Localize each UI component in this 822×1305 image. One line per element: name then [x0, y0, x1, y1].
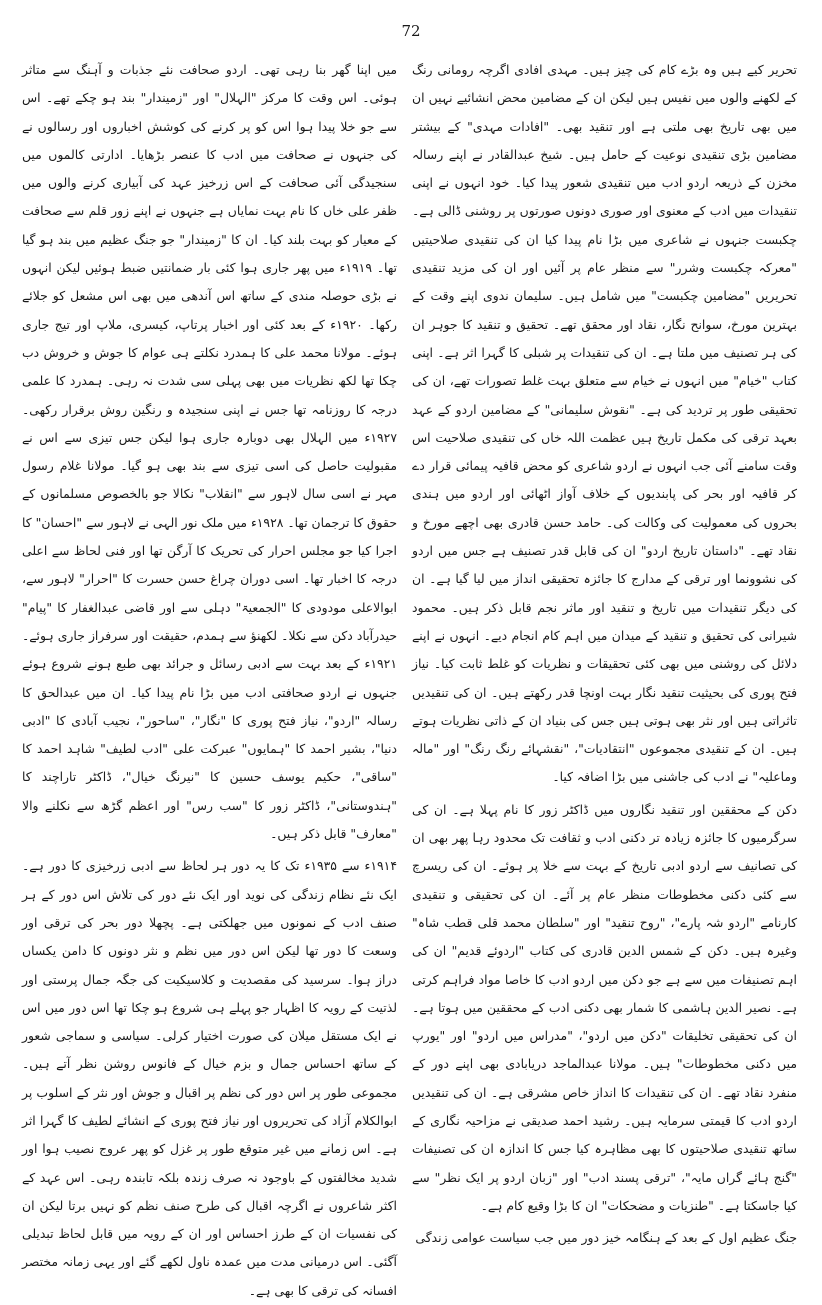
left-paragraph: ۱۹۱۴ء سے ۱۹۳۵ء تک کا یہ دور ہر لحاظ سے ادبی زرخیزی کا دور ہے۔ ایک نئے نظام زندگی کی نوید اور ایک نئے دور کی تلاش اس دور کے ہر صنف ادب کے نمونوں میں جھلکتی ہے۔ پچھلا دور بحر کی ترقی اور وسعت کا دور تھا لیکن اس دور میں نظم و نثر دونوں کا دامن یکساں دراز ہوا۔ سرسید کی مقصدیت و کلاسیکیت کی جگہ جمال پرستی اور لذتیت کے رویہ کا اظہار جو پہلے ہی شروع ہو چکا تھا اس دور میں اس نے ایک مستقل میلان کی صورت اختیار کرلی۔ سیاسی و سماجی شعور کے ساتھ احساس جمال و بزم خیال کے فانوس روشن نظر آتے ہیں۔ مجموعی طور پر اس دور کی نظم پر اقبال و جوش اور نثر کے اسلوب پر ابوالکلام آزاد کی تحریروں اور نیاز فتح پوری کے انشائے لطیف کا گہرا اثر ہے۔ اس زمانے میں غیر متوقع طور پر غزل کو پھر عروج نصیب ہوا اور شدید مخالفتوں کے باوجود نہ صرف زندہ بلکہ تابندہ رہی۔ اس عہد کے اکثر شاعروں نے اگرچہ اقبال کی طرح صنف نظم کو نہیں برتا لیکن ان کی نفسیات ان کے طرز احساس اور ان کے رویہ میں قابل لحاظ تبدیلی آگئی۔ اس درمیانی مدت میں عمدہ ناول لکھے گئے اور یہی زمانہ مختصر افسانہ کی ترقی کا بھی ہے۔: [22, 858, 397, 1298]
page-number: 72: [401, 22, 421, 40]
left-column: [22, 56, 397, 1298]
right-column: [412, 56, 797, 1246]
right-paragraph: دکن کے محققین اور تنقید نگاروں میں ڈاکٹر زور کا نام پہلا ہے۔ ان کی سرگرمیوں کا جائزہ زیادہ تر دکنی ادب و ثقافت تک محدود رہا پھر بھی ان کی تصانیف سے اردو ادبی تاریخ کے بہت سے خلا پر ہوئے۔ ان کی ریسرچ سے کئی دکنی مخطوطات منظر عام پر آئے۔ ان کی تحقیقی و تنقیدی کارنامے "اردو شہ پارے"، "روح تنقید" اور "سلطان محمد قلی قطب شاہ" وغیرہ ہیں۔ دکن کے شمس الدین قادری کی کتاب "اردوئے قدیم" ان کی اہم تصنیفات میں سے ہے جو دکن میں اردو ادب کا خاصا مواد فراہم کرتی ہے۔ نصیر الدین ہاشمی کا شمار بھی دکنی ادب کے محققین میں ہوتا ہے۔ ان کی تحقیقی تخلیقات "دکن میں اردو"، "مدراس میں اردو" اور "یورپ میں دکنی مخطوطات" ہیں۔ مولانا عبدالماجد دریابادی بھی اپنے دور کے منفرد نقاد تھے۔ ان کی تنقیدات کا انداز خاص مشرقی ہے۔ ان کی تنقیدیں اردو ادب کا قیمتی سرمایہ ہیں۔ رشید احمد صدیقی نے مزاحیہ نگاری کے ساتھ تنقیدی صلاحیتوں کا بھی مظاہرہ کیا جس کا اندازہ ان کی تصنیفات "گنج ہائے گراں مایہ"، "ترقی پسند ادب" اور "زبان اردو پر ایک نظر" سے کیا جاسکتا ہے۔ "طنزیات و مضحکات" ان کا بڑا وقیع کام ہے۔: [412, 801, 797, 1213]
right-paragraph: جنگ عظیم اول کے بعد کے ہنگامہ خیز دور میں جب سیاست عوامی زندگی: [415, 1230, 797, 1246]
left-paragraph: میں اپنا گھر بنا رہی تھی۔ اردو صحافت نئے جذبات و آہنگ سے متاثر ہوئی۔ اس وقت کا مرکز "الہلال" اور "زمیندار" بند ہو چکے تھے۔ اس سے جو خلا پیدا ہوا اس کو پر کرنے کی کوشش اخباروں اور رسالوں نے کی جنہوں نے صحافت میں ادب کا عنصر بڑھایا۔ ادارتی کالموں میں سنجیدگی آئی صحافت کے اس زرخیز عہد کی آبیاری کرنے والوں میں ظفر علی خاں کا نام بہت نمایاں ہے جنہوں نے اپنے زور قلم سے صحافت کے معیار کو بہت بلند کیا۔ ان کا "زمیندار" جو جنگ عظیم میں بند ہو گیا تھا۔ ۱۹۱۹ء میں پھر جاری ہوا کئی بار ضمانتیں ضبط ہوئیں لیکن انہوں نے بڑی حوصلہ مندی کے ساتھ اس آندھی میں بھی اس مشعل کو جلائے رکھا۔ ۱۹۲۰ء کے بعد کئی اور اخبار پرتاپ، کیسری، ملاپ اور تیج جاری ہوئے۔ مولانا محمد علی کا ہمدرد نکلتے ہی عوام کا جوش و خروش دب چکا تھا لکھ نظریات میں بھی پہلی سی شدت نہ رہی۔ ہمدرد کا علمی درجہ کا روزنامہ تھا جس نے اپنی سنجیدہ و رنگین روش برقرار رکھی۔ ۱۹۲۷ء میں الہلال بھی دوبارہ جاری ہوا لیکن جس تیزی سے اس نے مقبولیت حاصل کی اسی تیزی سے بند بھی ہو گیا۔ مولانا غلام رسول مہر نے اسی سال لاہور سے "انقلاب" نکالا جو بالخصوص مسلمانوں کے حقوق کا ترجمان تھا۔ ۱۹۲۸ء میں ملک نور الہی نے لاہور سے "احسان" کا اجرا کیا جو مجلس احرار کی تحریک کا آرگن تھا اور فنی لحاظ سے اعلی درجہ کا اخبار تھا۔ اسی دوران چراغ حسن حسرت کا "احرار" لاہور سے، ابوالاعلی مودودی کا "الجمعیۃ" دہلی سے اور قاضی عبدالغفار کا "پیام" حیدرآباد دکن سے نکلا۔ لکھنؤ سے ہمدم، حقیقت اور سرفراز جاری ہوئے۔ ۱۹۲۱ء کے بعد بہت سے ادبی رسائل و جرائد بھی طبع ہونے شروع ہوئے جنہوں نے اردو صحافتی ادب میں بڑا نام پیدا کیا۔ ان میں عبدالحق کا رسالہ "اردو"، نیاز فتح پوری کا "نگار"، "ساحور"، نجیب آبادی کا "ادبی دنیا"، بشیر احمد کا "ہمایوں" عبرکت علی "ادب لطیف" شاہد احمد کا "ساقی"، حکیم یوسف حسین کا "نیرنگ خیال"، ڈاکٹر تاراچند کا "ہندوستانی"، ڈاکٹر زور کا "سب رس" اور اعظم گڑھ سے نکلنے والا "معارف" قابل ذکر ہیں۔: [22, 62, 397, 842]
right-paragraph: تحریر کیے ہیں وہ بڑے کام کی چیز ہیں۔ مہدی افادی اگرچہ رومانی رنگ کے لکھنے والوں میں نفیس ہیں لیکن ان کے مضامین محض انشائیے نہیں ان میں بھی تاریخ بھی ملتی ہے اور تنقید بھی۔ "افادات مہدی" کے بیشتر مضامین بڑی تنقیدی نوعیت کے حامل ہیں۔ شیخ عبدالقادر نے اپنے رسالہ مخزن کے ذریعہ اردو ادب میں تنقیدی شعور پیدا کیا۔ خود انہوں نے اپنی تنقیدات میں ادب کے معنوی اور صوری دونوں صورتوں پر روشنی ڈالی ہے۔ چکبست جنہوں نے شاعری میں بڑا نام پیدا کیا ان کی تنقیدی صلاحیتیں "معرکہ چکبست وشرر" سے منظر عام پر آئیں اور ان کی مزید تنقیدی تحریریں "مضامین چکبست" میں شامل ہیں۔ سلیمان ندوی اپنے وقت کے بہترین مورخ، سوانح نگار، نقاد اور محقق تھے۔ تحقیق و تنقید کا جوہر ان کی ہر تصنیف میں ملتا ہے۔ ان کی تنقیدات پر شبلی کا گہرا اثر ہے۔ اپنی کتاب "خیام" میں انہوں نے خیام سے متعلق بہت غلط تصورات تھے، ان کی تحقیقی طور پر تردید کی ہے۔ "نقوش سلیمانی" کے مضامین اردو کے عہد بعہد ترقی کی مکمل تاریخ ہیں عظمت اللہ خاں کی تنقیدی صلاحیت اس وقت سامنے آئی جب انہوں نے اردو شاعری کو محض قافیہ پیمائی قرار دے کر قافیہ اور بحر کی پابندیوں کے خلاف آواز اٹھائی اور اردو میں ہندی بحروں کی معمولیت کی وکالت کی۔ حامد حسن قادری بھی اچھے مورخ و نقاد تھے۔ "داستان تاریخ اردو" ان کی قابل قدر تصنیف ہے جس میں اردو کی نشوونما اور ترقی کے مدارج کا جائزہ تحقیقی انداز میں لیا گیا ہے۔ ان کی دیگر تنقیدات میں تاریخ و تنقید اور ماثر نجم قابل ذکر ہیں۔ محمود شیرانی کی تحقیق و تنقید کے میدان میں اہم کام انجام دیے۔ انہوں نے اپنے دلائل کی روشنی میں بھی کئی تحقیقات و نظریات کو غلط ثابت کیا۔ نیاز فتح پوری کی بحیثیت تنقید نگار بہت اونچا قدر رکھتے ہیں۔ ان کی تنقیدیں تاثراتی ہیں اور نثر بھی ہوتی ہیں جس کی بنیاد ان کے ذاتی نظریات ہوتے ہیں۔ ان کے تنقیدی مجموعوں "انتقادیات"، "نقشہائے رنگ رنگ" اور "مالہ وماعلیہ" نے ادب کی جاشنی میں بڑا اضافہ کیا۔: [412, 62, 797, 785]
